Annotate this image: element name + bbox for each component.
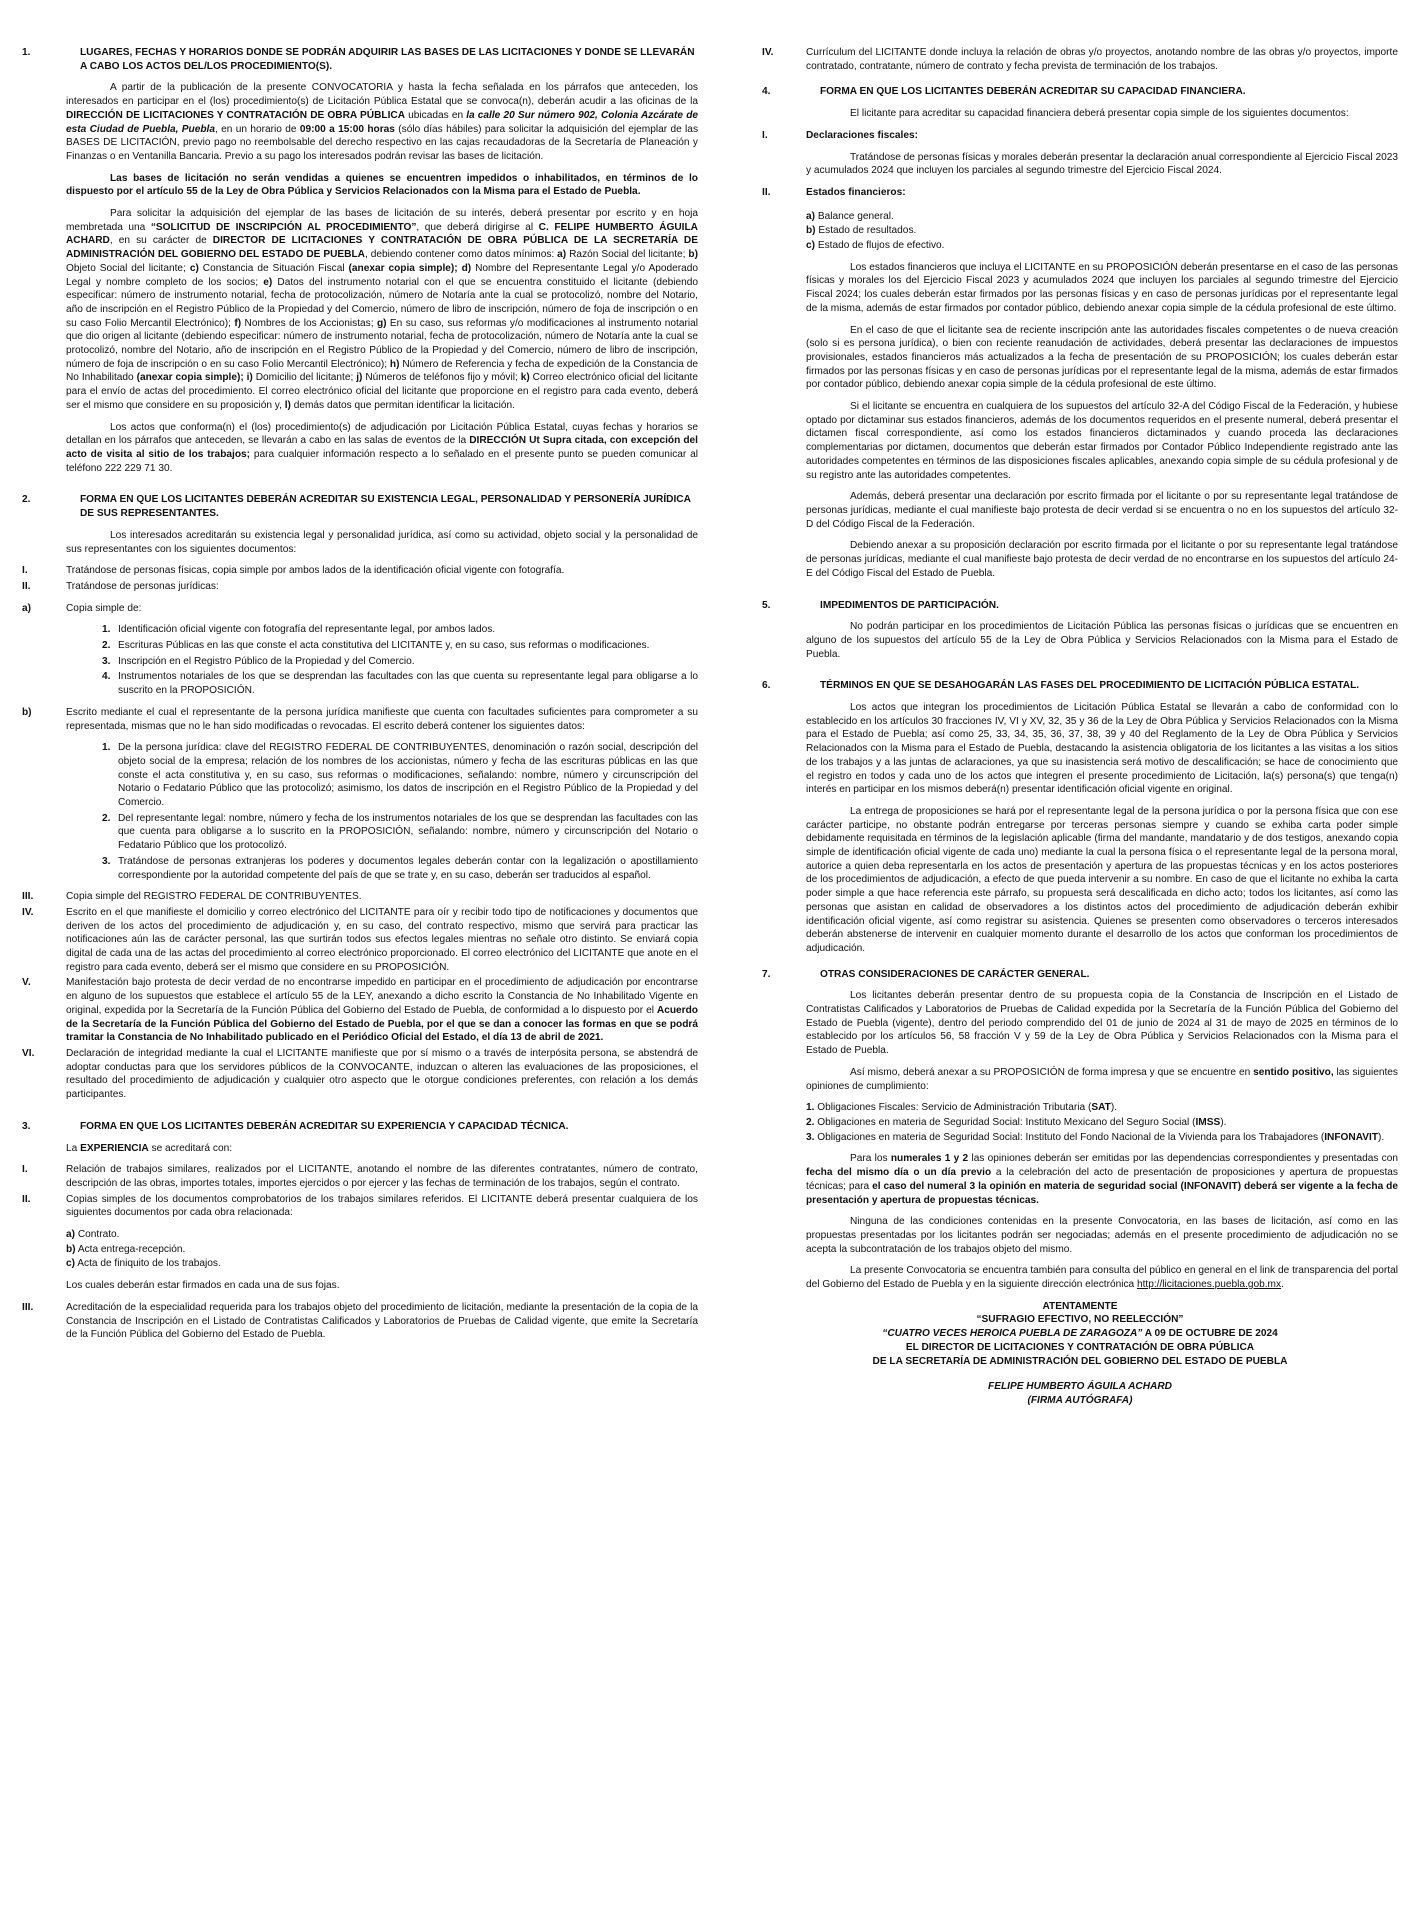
number-marker: 3.: [102, 655, 111, 667]
numbered-list: [102, 741, 698, 882]
letter-marker: b): [22, 706, 32, 718]
section-title: TÉRMINOS EN QUE SE DESAHOGARÁN LAS FASES DEL PROCEDIMIENTO DE LICITACIÓN PÚBLICA ESTATAL.: [820, 680, 1360, 692]
text: Para los: [850, 1153, 891, 1165]
text: Estado de resultados.: [815, 225, 917, 237]
section-3-heading: [22, 1120, 698, 1134]
text: Nombre del Representante Legal y/o Apoderado Legal y nombre completo de los socios;: [66, 262, 698, 288]
roman-marker: IV.: [762, 47, 774, 58]
paragraph: Si el licitante se encuentra en cualquiera de los supuestos del artículo 32-A del Código Fiscal de la Federación, y hubiese optado por dictaminar sus estados financieros, además de los documentos requeridos en el presente numeral, deberá presentar el dictamen fiscal correspondiente, así como los estados financieros dictaminados y cuando proceda las declaraciones complementarias por dictamen, documentos que deberán estar firmados por Contador Público Independiente registrado ante las autoridades competentes en términos de las disposiciones fiscales aplicables, anexando copia simple de su cédula profesional y de su registro ante las autoridades competentes.: [806, 401, 1398, 481]
text: sentido positivo,: [1253, 1066, 1334, 1078]
list-item: [22, 906, 698, 975]
text: c): [189, 262, 199, 274]
roman-marker: II.: [22, 1193, 31, 1205]
text: [806, 186, 1398, 200]
paragraph: Los licitantes deberán presentar dentro de su propuesta copia de la Constancia de Inscripción en el Listado de Contratistas Calificados y Laboratorios de Pruebas de Calidad expedida por la Secretaría de la Función Pública del Gobierno del Estado de Puebla (vigente), dentro del periodo comprendido del 01 de junio de 2024 al 31 de mayo de 2025 en términos de lo establecido por los artículos 56, 58 fracción V y 59 de la Ley de Obra Pública y Servicios Relacionados con la Misma para el Estado de Puebla.: [806, 990, 1398, 1057]
letter-marker: a): [66, 1229, 76, 1241]
text: ).: [1110, 1102, 1118, 1114]
number-marker: 1.: [102, 742, 111, 754]
text: , que deberá dirigirse al: [416, 221, 539, 233]
letter-marker: a): [806, 210, 816, 222]
list-item: [102, 670, 698, 697]
text: l): [284, 399, 291, 411]
list-item: [22, 706, 698, 733]
list-item: [762, 46, 1398, 73]
text: h): [389, 358, 400, 370]
text: demás datos que permitan identificar la licitación.: [290, 399, 515, 411]
text: las siguientes opiniones de cumplimiento:: [806, 1066, 1398, 1092]
list-item: [102, 812, 698, 853]
text: (anexar copia simple); i): [136, 372, 253, 384]
paragraph: [806, 1264, 1398, 1291]
roman-marker: I.: [22, 565, 28, 577]
text: j): [356, 372, 363, 384]
text: Domicilio del licitante;: [252, 372, 357, 384]
paragraph: [66, 1142, 698, 1156]
list-item: [66, 1243, 698, 1257]
letter-marker: b): [806, 225, 816, 237]
text: Acuerdo de la Secretaría de la Función Pública del Gobierno del Estado de Puebla, por el que se dan a conocer las formas en que se podrá tramitar la Constancia de No Inhabilitado publicado en el Periódico Oficial del Estado, el día 13 de abril de 2021.: [66, 1004, 698, 1044]
section-7-heading: [762, 968, 1398, 982]
letter-marker: a): [22, 602, 32, 614]
text: Tratándose de personas físicas, copia simple por ambos lados de la identificación oficial vigente con fotografía.: [66, 565, 565, 577]
text: la calle 20 Sur número 902, Colonia Azcárate de esta Ciudad de Puebla, Puebla: [66, 109, 699, 135]
text: el caso del numeral 3 la opinión en materia de seguridad social (INFONAVIT) deberá ser vigente a la fecha de presentación y apertura de propuestas técnicas.: [806, 1180, 1398, 1206]
section-title: FORMA EN QUE LOS LICITANTES DEBERÁN ACREDITAR SU EXISTENCIA LEGAL, PERSONALIDAD Y PERSONERÍA JURÍDICA DE SUS REPRESENTANTES.: [80, 494, 691, 520]
section-6-heading: [762, 679, 1398, 693]
list-item: [22, 1301, 698, 1342]
number-marker: 3.: [102, 855, 111, 867]
text: DIRECTOR DE LICITACIONES Y CONTRATACIÓN DE OBRA PÚBLICA DE LA SECRETARÍA DE ADMINISTRACIÓN DEL GOBIERNO DEL ESTADO DE PUEBLA: [66, 235, 698, 261]
list-item: [22, 564, 698, 578]
number-marker: 4.: [102, 671, 111, 683]
text: De la persona jurídica: clave del REGISTRO FEDERAL DE CONTRIBUYENTES, denominación o razón social, descripción del objeto social de la empresa; relación de los nombres de los accionistas, número y fecha de las escrituras públicas en las que conste el acta constitutiva y, en su caso, sus reformas o modificaciones, señalando: nombre, número y circunscripción del Notario o Fedatario Público que las protocolizó; asimismo, los datos de inscripción en el Registro Público de la Propiedad y del Comercio.: [118, 742, 698, 809]
text: Obligaciones en materia de Seguridad Social: Instituto del Fondo Nacional de la Vivienda para los Trabajadores (: [814, 1131, 1325, 1143]
transparency-link[interactable]: http://licitaciones.puebla.gob.mx: [1136, 1279, 1282, 1291]
text: [806, 129, 1398, 143]
section-1-heading: [22, 46, 698, 73]
roman-marker: V.: [22, 977, 31, 989]
text: (sólo días hábiles) para solicitar la adquisición del ejemplar de las BASES DE LICITACIÓN, previo pago no reembolsable del derecho respectivo en las cajas recaudadoras de la Secretaría de Planeación y Finanzas o en Ventanilla Bancaria. Previo a su pago los interesados podrán revisar las bases de licitación.: [66, 123, 699, 162]
list-item: [806, 210, 1398, 224]
section-2-heading: [22, 493, 698, 520]
section-5-heading: [762, 599, 1398, 613]
text: “SOLICITUD DE INSCRIPCIÓN AL PROCEDIMIENTO”: [150, 221, 417, 233]
text: Acta de finiquito de los trabajos.: [75, 1258, 221, 1270]
text: Escrito mediante el cual el representante de la persona jurídica manifieste que cuenta con facultades suficientes para comprometer a su representada, mismas que no le han sido modificadas o revocadas. El escrito deberá contener los siguientes datos:: [66, 706, 698, 732]
list-item: [22, 976, 698, 1045]
text: Acreditación de la especialidad requerida para los trabajos objeto del procedimiento de licitación, mediante la presentación de la copia de la Constancia de Inscripción en el Listado de Contratistas Calificados y Laboratorios de Pruebas de Calidad vigente, que emite la Secretaría de la Función Pública del Gobierno del Estado de Puebla.: [66, 1301, 698, 1341]
letter-list: [66, 1228, 698, 1271]
number-marker: 3.: [806, 1131, 815, 1143]
text: Copias simples de los documentos comprobatorios de los trabajos similares referidos. El LICITANTE deberá presentar cualquiera de los siguientes documentos por cada obra relacionada:: [66, 1193, 698, 1219]
list-item: [806, 224, 1398, 238]
section-number: 2.: [22, 494, 31, 506]
text: Tratándose de personas jurídicas:: [66, 580, 219, 592]
signature-note: [762, 1394, 1398, 1408]
text: f): [234, 317, 242, 329]
text: En su caso, sus reformas y/o modificaciones al instrumento notarial que dio origen al licitante (debiendo especificar: número de instrumento notarial, fecha de protocolización, número de Notaría ante la cual se protocolizó, nombre del Notario, año de inscripción en el Registro Público de la Propiedad y del Comercio, número de libro de inscripción, número de foja de inscripción o en su caso Folio Mercantil Electrónico);: [66, 317, 699, 370]
text: Copia simple de:: [66, 602, 142, 614]
text: Manifestación bajo protesta de decir verdad de no encontrarse impedido en participar en el procedimiento de adjudicación por encontrarse en alguno de los supuestos que establece el artículo 55 de la LEY, anexando a dicho escrito la Constancia de No Inhabilitado Vigente en original, expedida por la Secretaría de la Función Pública del Gobierno del Estado de Puebla, de conformidad a lo dispuesto por el: [66, 977, 698, 1016]
list-item: [102, 855, 698, 882]
text: Del representante legal: nombre, número y fecha de los instrumentos notariales de los que se desprendan las facultades con las que cuenta para obligarse a lo suscrito en la PROPOSICIÓN, señalando: nombre, número y circunscripción del Notario o Fedatario Público que los protocolizó.: [118, 812, 698, 852]
text: ).: [1220, 1117, 1227, 1128]
letter-marker: b): [66, 1243, 76, 1255]
text: 09:00 a 15:00 horas: [299, 123, 395, 135]
list-item: [22, 1163, 698, 1190]
list-item: [66, 1257, 698, 1271]
text: A 09 DE OCTUBRE DE 2024: [1142, 1328, 1278, 1340]
paragraph: La entrega de proposiciones se hará por el representante legal de la persona jurídica o por la persona física que con ese carácter participe, no obstante podrán entregarse por terceras personas siempre y cuando se exhiba carta poder simple debidamente requisitada en términos de la legislación aplicable (firma del mandante, mandatario y de dos testigos, anexando copia simple de identificación oficial vigente de cada uno) mediante la cual la persona física o el representante legal de la persona moral, autorice a quien deba representarla en los actos de presentación y apertura de las propuestas técnicas y en los actos posteriores de los procedimientos de adjudicación, a efecto de que pueda intervenir a su nombre. En caso de que el licitante no exhiba la carta poder simple a que hace referencia este párrafo, su propuesta será descalificada en dicho acto; todos los licitantes, así como las personas que asistan en calidad de observadores a los distintos actos del procedimiento de adjudicación deberán exhibir identificación oficial vigente, así como registrar su asistencia. Quienes se presenten como observadores o terceros interesados deberán abstenerse de intervenir en cualquier momento durante el desarrollo de los actos que conforman los procedimientos de adjudicación.: [806, 805, 1398, 954]
text: para cualquier información respecto a lo señalado en el presente punto se pueden comunicar al teléfono 222 229 71 30.: [66, 448, 698, 474]
right-column: [762, 46, 1398, 1408]
number-marker: 1.: [806, 1102, 815, 1114]
letter-list: [806, 210, 1398, 253]
text: [66, 976, 698, 1045]
text: Objeto Social del licitante;: [66, 262, 190, 274]
section-4-heading: [762, 85, 1398, 99]
section-number: 3.: [22, 1120, 31, 1132]
text: Obligaciones Fiscales: Servicio de Administración Tributaria (: [814, 1102, 1092, 1114]
text: k): [520, 372, 530, 384]
text: fecha del mismo día o un día previo: [806, 1167, 992, 1179]
roman-marker: III.: [22, 891, 34, 903]
text: a): [557, 249, 567, 261]
text: Correo electrónico oficial del licitante para el envío de actas del procedimiento. El correo electrónico oficial del licitante que proporcione en el registro para cada evento, deberá ser el mismo que considere en su proposición y,: [66, 372, 698, 411]
text: Copia simple del REGISTRO FEDERAL DE CONTRIBUYENTES.: [66, 891, 362, 903]
paragraph: Ninguna de las condiciones contenidas en la presente Convocatoria, en las bases de licitación, así como en las propuestas presentadas por los licitantes podrán ser negociadas; además en el presente procedimiento de adjudicación no se acepta la subcontratación de los trabajos objeto del mismo.: [806, 1216, 1398, 1255]
text: Contrato.: [75, 1229, 120, 1241]
text: La presente Convocatoria se encuentra también para consulta del público en general en el link de transparencia del portal del Gobierno del Estado de Puebla y en la siguiente dirección electrónica: [806, 1265, 1398, 1291]
roman-marker: I.: [762, 129, 768, 141]
section-number: 4.: [762, 86, 771, 98]
paragraph: [806, 1066, 1398, 1093]
text: Declaración de integridad mediante la cual el LICITANTE manifieste que por sí mismo o a través de interpósita persona, se abstendrá de adoptar conductas para que los servidores públicos de la CONVOCANTE, induzcan o alteren las evaluaciones de las proposiciones, el resultado del procedimiento de adjudicación y cualquier otro aspecto que le otorgue condiciones preferentes, con relación a los demás participantes.: [66, 1048, 698, 1101]
text: Tratándose de personas extranjeras los poderes y documentos legales deberán contar con la legalización o apostillamiento correspondiente por la autoridad competente del país de que se trate y, en su caso, deberán ser traducidos al español.: [118, 855, 698, 881]
paragraph: No podrán participar en los procedimientos de Licitación Pública las personas físicas o jurídicas que se encuentren en alguno de los supuestos del artículo 55 de la Ley de Obra Pública y Servicios Relacionados con la Misma para el Estado de Puebla.: [806, 621, 1398, 660]
text: Relación de trabajos similares, realizados por el LICITANTE, anotando el nombre de las diferentes contratantes, número de contrato, descripción de las obras, importes totales, importes ejercidos o por ejercer y las fechas de terminación de los trabajos, según el contrato.: [66, 1164, 698, 1189]
list-item: [22, 890, 698, 904]
number-marker: 1.: [102, 624, 111, 636]
section-title: FORMA EN QUE LOS LICITANTES DEBERÁN ACREDITAR SU EXPERIENCIA Y CAPACIDAD TÉCNICA.: [80, 1120, 569, 1132]
text: Estado de flujos de efectivo.: [815, 240, 945, 252]
text: Identificación oficial vigente con fotografía del representante legal, por ambos lados.: [118, 624, 496, 636]
text: g): [376, 317, 387, 329]
text: Constancia de Situación Fiscal: [198, 262, 349, 274]
list-item: [22, 1047, 698, 1102]
text: , en su carácter de: [109, 235, 213, 247]
section-number: 5.: [762, 599, 771, 611]
signer-office: DE LA SECRETARÍA DE ADMINISTRACIÓN DEL GOBIERNO DEL ESTADO DE PUEBLA: [872, 1355, 1288, 1367]
text: (anexar copia simple); d): [348, 262, 472, 274]
section-title: OTRAS CONSIDERACIONES DE CARÁCTER GENERAL.: [820, 968, 1090, 980]
list-item: [806, 1131, 1398, 1145]
list-item: [806, 1101, 1398, 1115]
motto: “SUFRAGIO EFECTIVO, NO REELECCIÓN”: [976, 1314, 1184, 1326]
roman-marker: III.: [22, 1301, 34, 1313]
text: se acreditará con:: [148, 1142, 233, 1154]
list-item: [66, 1228, 698, 1242]
text: A partir de la publicación de la presente CONVOCATORIA y hasta la fecha señalada en los párrafos que anteceden, los interesados en participar en el (los) procedimiento(s) de Licitación Pública Estatal que se convoca(n), deberán acudir a las oficinas de la: [66, 82, 698, 108]
text: .: [1281, 1279, 1284, 1291]
numbered-list: [102, 623, 698, 698]
paragraph: [66, 421, 698, 476]
place-date: [762, 1327, 1398, 1341]
text: C. FELIPE HUMBERTO ÁGUILA ACHARD: [66, 221, 698, 247]
text: Obligaciones en materia de Seguridad Social: Instituto Mexicano del Seguro Social (: [814, 1117, 1196, 1128]
list-item: [22, 580, 698, 594]
roman-marker: II.: [762, 186, 771, 198]
text: Instrumentos notariales de los que se desprendan las facultades con las que cuenta su representante legal para obligarse a lo suscrito en la PROPOSICIÓN.: [118, 671, 698, 697]
text: Así mismo, deberá anexar a su PROPOSICIÓN de forma impresa y que se encuentre en: [850, 1066, 1254, 1078]
text: Razón Social del licitante;: [566, 249, 689, 261]
text: las opiniones deberán ser emitidas por las dependencias correspondientes y presentadas con: [968, 1153, 1398, 1165]
text: (FIRMA AUTÓGRAFA): [1027, 1394, 1133, 1406]
paragraph: Los interesados acreditarán su existencia legal y personalidad jurídica, así como su actividad, objeto social y la personalidad de sus representantes con los siguientes documentos:: [66, 529, 698, 555]
paragraph: Los cuales deberán estar firmados en cada una de sus fojas.: [66, 1280, 340, 1292]
paragraph: En el caso de que el licitante sea de reciente inscripción ante las autoridades fiscales competentes o de nueva creación (solo si es persona jurídica), o bien con reciente reanudación de actividades, deberá presentar las declaraciones de impuestos provisionales, estados financieros más actualizados a la fecha de presentación de su PROPOSICIÓN; los cuales deberán estar firmados por las personas físicas y en caso de personas jurídicas por el representante legal de la misma, además de estar firmados por contador público, debiendo anexar copia simple de la cédula profesional de este último.: [806, 324, 1398, 391]
list-item: [102, 741, 698, 810]
roman-marker: VI.: [22, 1048, 35, 1059]
list-item: [102, 639, 698, 653]
list-item: [22, 1193, 698, 1220]
text: Acta entrega-recepción.: [75, 1243, 186, 1255]
signature-block: [762, 1300, 1398, 1408]
number-marker: 2.: [806, 1117, 815, 1128]
paragraph: El licitante para acreditar su capacidad financiera deberá presentar copia simple de los siguientes documentos:: [850, 108, 1349, 120]
signer-title: EL DIRECTOR DE LICITACIONES Y CONTRATACIÓN DE OBRA PÚBLICA: [905, 1341, 1255, 1353]
text: Escrituras Públicas en las que conste el acta constitutiva del LICITANTE y, en su caso, sus reformas o modificaciones.: [118, 640, 650, 652]
text: Nombres de los Accionistas;: [241, 317, 377, 329]
signer-name: [762, 1380, 1398, 1394]
text: “CUATRO VECES HEROICA PUEBLA DE ZARAGOZA”: [882, 1328, 1143, 1340]
text: SAT: [1091, 1102, 1111, 1114]
paragraph: Tratándose de personas físicas y morales deberán presentar la declaración anual correspondiente al Ejercicio Fiscal 2023 y acumulados 2024 que incluyen los parciales al segundo trimestre del Ejercicio Fiscal 2024.: [806, 151, 1398, 177]
text: Estados financieros:: [806, 186, 906, 198]
number-marker: 2.: [102, 640, 111, 652]
letter-marker: c): [66, 1258, 76, 1270]
section-title: IMPEDIMENTOS DE PARTICIPACIÓN.: [820, 599, 999, 611]
text: a la celebración del acto de presentación de proposiciones y apertura de propuestas técnicas; para: [806, 1167, 1398, 1192]
text: ).: [1378, 1131, 1385, 1143]
letter-marker: c): [806, 240, 816, 252]
paragraph: [66, 172, 698, 199]
list-item: [762, 186, 1398, 200]
text: FELIPE HUMBERTO ÁGUILA ACHARD: [988, 1381, 1172, 1393]
left-column: [22, 46, 698, 1344]
text: Declaraciones fiscales:: [806, 129, 919, 141]
text: Balance general.: [815, 210, 894, 222]
roman-marker: II.: [22, 580, 31, 592]
section-title: LUGARES, FECHAS Y HORARIOS DONDE SE PODRÁN ADQUIRIR LAS BASES DE LAS LICITACIONES Y DONDE SE LLEVARÁN A CABO LOS ACTOS DEL/LOS PROCEDIMIENTO(S).: [80, 47, 695, 72]
text: Los actos que conforma(n) el (los) procedimiento(s) de adjudicación por Licitación Pública Estatal, cuyas fechas y horarios se detallan en los párrafos que anteceden, se llevarán a cabo en las salas de eventos de la: [66, 421, 698, 447]
numbered-list: [806, 1101, 1398, 1144]
paragraph: Además, deberá presentar una declaración por escrito firmada por el licitante o por su representante legal tratándose de personas jurídicas, mediante el cual manifieste bajo protesta de decir verdad si se encuentra o no en los supuestos del artículo 32-D del Código Fiscal de la Federación.: [806, 491, 1398, 530]
text: Inscripción en el Registro Público de la Propiedad y del Comercio.: [118, 655, 415, 667]
paragraph: Los estados financieros que incluya el LICITANTE en su PROPOSICIÓN deberán presentarse en el caso de las personas físicas y morales los del Ejercicio Fiscal 2023 y acumulados 2024 que incluyen los parciales al segundo trimestre del Ejercicio Fiscal 2024; los cuales deberán estar firmados por las personas físicas y en caso de personas jurídicas por el representante legal de la misma, además de estar firmados por contador público, debiendo anexar copia simple de la cédula profesional de este último.: [806, 261, 1398, 314]
list-item: [102, 623, 698, 637]
text: Para solicitar la adquisición del ejemplar de las bases de licitación de su interés, deberá presentar por escrito y en hoja membretada una: [66, 208, 698, 233]
text: EXPERIENCIA: [80, 1142, 149, 1154]
text: IMSS: [1195, 1117, 1221, 1128]
list-item: [806, 1116, 1398, 1130]
text: e): [263, 276, 273, 288]
text: b): [688, 249, 698, 261]
text: Las bases de licitación no serán vendidas a quienes se encuentren impedidos o inhabilitados, en términos de lo dispuesto por el artículo 55 de la Ley de Obra Pública y Servicios Relacionados con la Misma para el Estado de Puebla.: [66, 172, 698, 198]
list-item: [762, 129, 1398, 143]
roman-marker: IV.: [22, 906, 34, 918]
paragraph: Los actos que integran los procedimientos de Licitación Pública Estatal se llevarán a cabo de conformidad con lo establecido en los artículos 30 fracciones IV, VI y XV, 32, 35 y 36 de la Ley de Obra Pública y Servicios Relacionados con la Misma para el Estado de Puebla; así como 25, 33, 34, 35, 36, 37, 38, 39 y 40 del Reglamento de la Ley de Obra Pública y Servicios Relacionados con la Misma para el Estado de Puebla, destacando la asistencia obligatoria de los licitantes a las visitas a los sitios de los trabajos y a las juntas de aclaraciones, ya que su inasistencia será motivo de descalificación; se hace de conocimiento que el registro en todos y cada uno de los actos que integren el presente procedimiento de Licitación, la(s) persona(s) que tenga(n) interés en participar en los mismos deberá(n) presentar identificación oficial vigente en original.: [806, 702, 1398, 796]
paragraph: [806, 1152, 1398, 1207]
text: Números de teléfonos fijo y móvil;: [362, 372, 521, 384]
list-item: [22, 602, 698, 616]
text: , en un horario de: [215, 123, 300, 135]
number-marker: 2.: [102, 812, 111, 824]
text: Número de Referencia y fecha de expedición de la Constancia de No Inhabilitado: [66, 358, 699, 384]
section-number: 1.: [22, 47, 31, 58]
paragraph: [66, 207, 698, 413]
paragraph: Debiendo anexar a su proposición declaración por escrito firmada por el licitante o por su representante legal tratándose de personas jurídicas, mediante el cual manifieste bajo protesta de decir verdad de no encontrarse en los supuestos del artículo 24-E del Código Fiscal del Estado de Puebla.: [806, 540, 1398, 579]
closing: ATENTAMENTE: [1042, 1300, 1118, 1312]
text: ubicadas en: [405, 109, 467, 121]
text: INFONAVIT: [1324, 1131, 1379, 1143]
text: Currículum del LICITANTE donde incluya la relación de obras y/o proyectos, anotando nombre de las obras y/o proyectos, importe contratado, contratante, número de contrato y fecha prevista de terminación de los trabajos.: [806, 47, 1398, 72]
text: La: [66, 1142, 81, 1154]
list-item: [806, 239, 1398, 253]
paragraph: [66, 81, 698, 163]
text: Escrito en el que manifieste el domicilio y correo electrónico del LICITANTE para oír y recibir todo tipo de notificaciones y documentos que deriven de los actos del procedimiento de adjudicación y, en su caso, del contrato respectivo, mismo que servirá para practicar las notificaciones aún las de carácter personal, las que surtirán todos sus efectos legales mientras no señale otro distinto. Se enviará copia digital de cada una de las actas del procedimiento al correo electrónico proporcionado. El correo electrónico del LICITANTE que anote en el registro para cada evento, deberá ser el mismo que considere en su PROPOSICIÓN.: [66, 906, 698, 973]
section-title: FORMA EN QUE LOS LICITANTES DEBERÁN ACREDITAR SU CAPACIDAD FINANCIERA.: [820, 86, 1246, 98]
section-number: 7.: [762, 968, 771, 980]
text: DIRECCIÓN DE LICITACIONES Y CONTRATACIÓN DE OBRA PÚBLICA: [66, 109, 406, 121]
section-number: 6.: [762, 680, 771, 692]
text: DIRECCIÓN Ut Supra citada, con excepción del acto de visita al sitio de los trabajos;: [66, 435, 698, 460]
list-item: [102, 655, 698, 669]
roman-marker: I.: [22, 1164, 28, 1176]
text: Datos del instrumento notarial con el que se encuentra constituido el licitante (debiendo especificar: número de instrumento notarial, fecha de protocolización, número de Notaría ante la cual se protocolizó, nombre del Notario, año de inscripción en el Registro Público de la Propiedad y del Comercio, número de libro de inscripción, número de foja de inscripción o en su caso Folio Mercantil Electrónico);: [66, 276, 698, 329]
text: , debiendo contener como datos mínimos:: [364, 249, 558, 261]
text: numerales 1 y 2: [890, 1153, 969, 1165]
